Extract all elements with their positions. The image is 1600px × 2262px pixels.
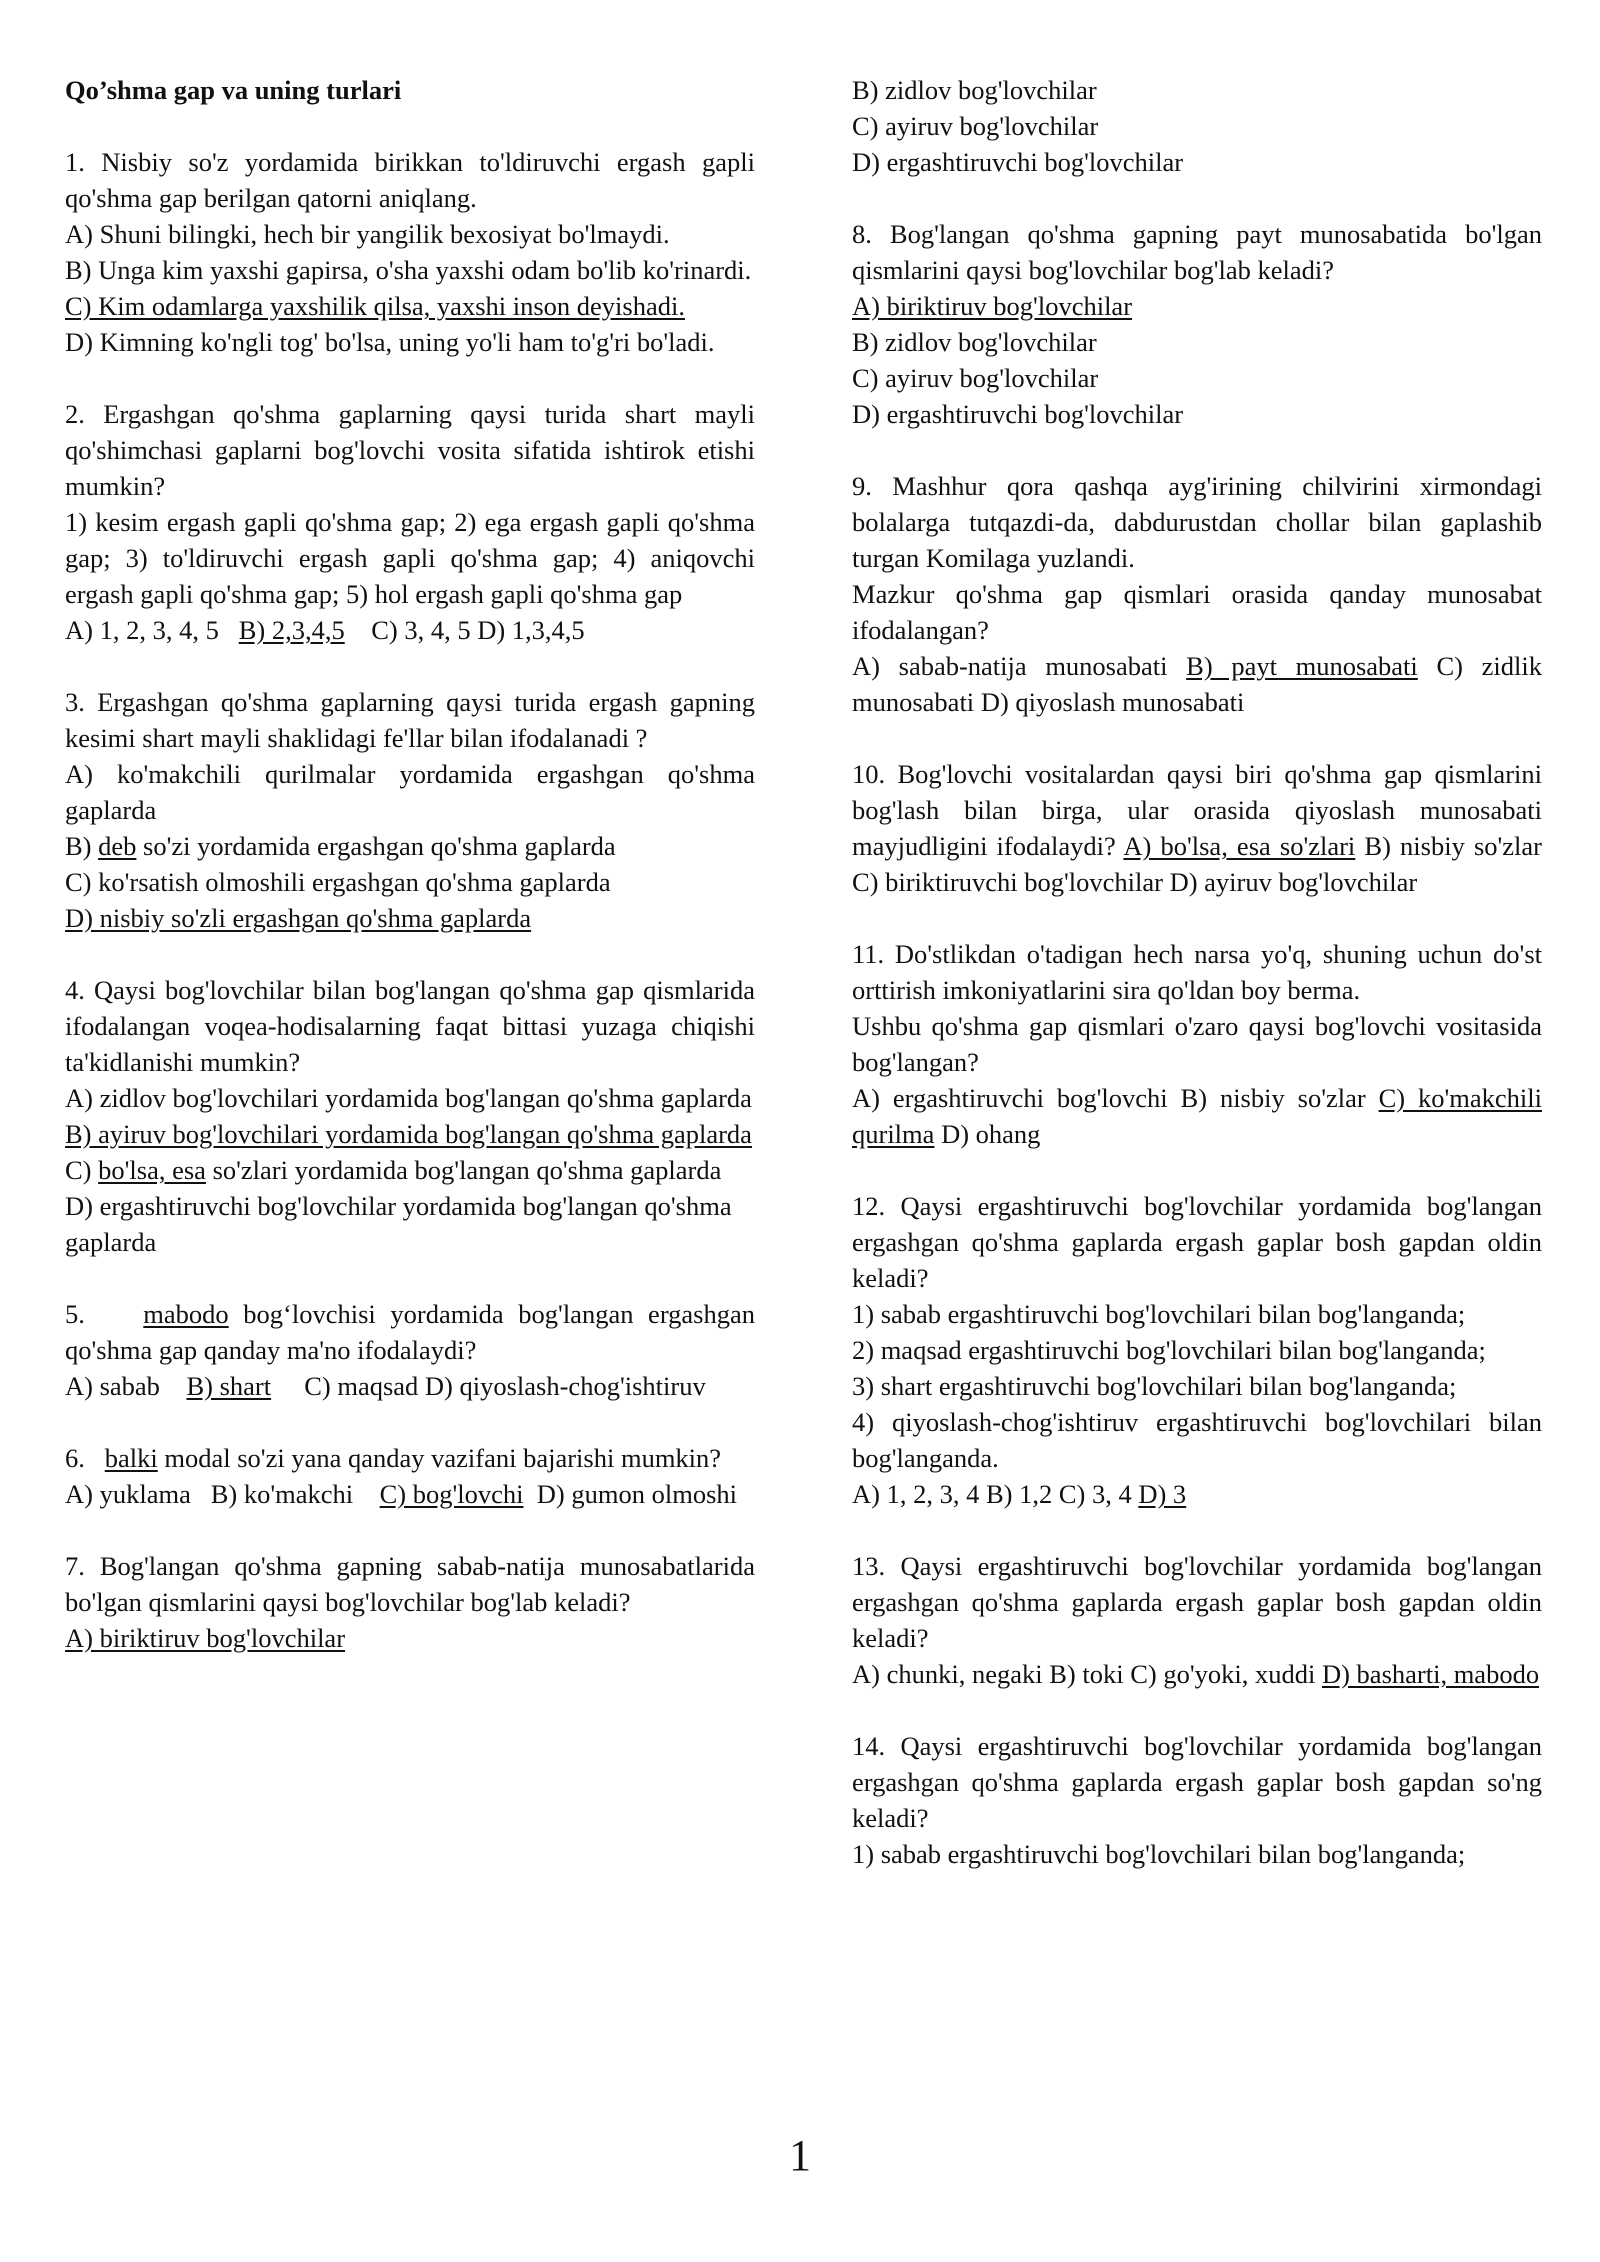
keyword: deb — [98, 831, 137, 861]
option-a: A) zidlov bog'lovchilari yordamida bog'langan qo'shma gaplarda — [65, 1083, 752, 1113]
question-14 — [852, 1728, 1542, 1872]
option-c: C) zidlik munosabati — [852, 651, 1542, 717]
list-item: 4) qiyoslash-chog'ishtiruv ergashtiruvchi bog'lovchilari bilan bog'langanda. — [852, 1407, 1542, 1473]
option-c: C) ayiruv bog'lovchilar — [852, 363, 1099, 393]
options-row — [65, 1476, 755, 1512]
option-a-answer: A) biriktiruv bog'lovchilar — [65, 1623, 346, 1653]
option-a: A) yuklama — [65, 1479, 191, 1509]
option-a: A) 1, 2, 3, 4 — [852, 1479, 986, 1509]
list-item: 2) maqsad ergashtiruvchi bog'lovchilari bilan bog'langanda; — [852, 1335, 1486, 1365]
question-3 — [65, 684, 755, 936]
options-row — [852, 1476, 1542, 1512]
option-c: C) 3, 4 — [1058, 1479, 1139, 1509]
option-d: D) qiyoslash munosabati — [980, 687, 1245, 717]
question-prompt: Ushbu qo'shma gap qismlari o'zaro qaysi bog'lovchi vositasida bog'langan? — [852, 1011, 1542, 1077]
option-d: D) 1,3,4,5 — [477, 615, 585, 645]
keyword: mabodo — [143, 1299, 229, 1329]
list-item: 1) sabab ergashtiruvchi bog'lovchilari bilan bog'langanda; — [852, 1299, 1466, 1329]
option-c: C) ko'rsatish olmoshili ergashgan qo'shma gaplarda — [65, 867, 611, 897]
list-item: 3) shart ergashtiruvchi bog'lovchilari bilan bog'langanda; — [852, 1371, 1457, 1401]
right-column — [852, 72, 1542, 1872]
option-b: B) toki — [1049, 1659, 1131, 1689]
question-11 — [852, 936, 1542, 1152]
question-9 — [852, 468, 1542, 720]
question-13 — [852, 1548, 1542, 1692]
option-a: A) 1, 2, 3, 4, 5 — [65, 615, 219, 645]
question-stem: 7. Bog'langan qo'shma gapning sabab-natija munosabatlarida bo'lgan qismlarini qaysi bog'lovchilar bog'lab keladi? — [65, 1551, 755, 1617]
option-b: B) 1,2 — [985, 1479, 1059, 1509]
options-row — [852, 1080, 1542, 1152]
question-stem: 10. Bog'lovchi vositalardan qaysi biri qo'shma gap qismlarini bog'lash bilan birga, ular orasida qiyoslash munosabati mayjudligini ifodalaydi? A) bo'lsa, esa so'zlari B) nisbiy so'zlar C) biriktiruvchi bog'lovchilar D) ayiruv bog'lovchilar — [852, 759, 1542, 897]
option-b-answer: B) ayiruv bog'lovchilari yordamida bog'langan qo'shma gaplarda — [65, 1119, 752, 1149]
question-5 — [65, 1296, 755, 1404]
question-stem: 4. Qaysi bog'lovchilar bilan bog'langan qo'shma gap qismlarida ifodalangan voqea-hodisalarning faqat bittasi yuzaga chiqishi ta'kidlanishi mumkin? — [65, 975, 755, 1077]
option-a-answer: A) bo'lsa, esa so'zlari — [1123, 831, 1356, 861]
options-row — [65, 612, 755, 648]
option-c: C) ayiruv bog'lovchilar — [852, 111, 1099, 141]
option-c: C) 3, 4, 5 — [371, 615, 471, 645]
option-a: A) chunki, negaki — [852, 1659, 1050, 1689]
question-2 — [65, 396, 755, 648]
question-10 — [852, 756, 1542, 900]
option-b: B) zidlov bog'lovchilar — [852, 327, 1097, 357]
option-a: A) ko'makchili qurilmalar yordamida ergashgan qo'shma gaplarda — [65, 759, 755, 825]
page-title: Qo’shma gap va uning turlari — [65, 75, 402, 105]
option-b: B) deb so'zi yordamida ergashgan qo'shma gaplarda — [65, 831, 616, 861]
option-b: B) nisbiy so'zlar — [1355, 831, 1542, 861]
option-b: B) zidlov bog'lovchilar — [852, 75, 1097, 105]
keyword: bo'lsa, esa — [98, 1155, 206, 1185]
option-d: D) qiyoslash-chog'ishtiruv — [424, 1371, 706, 1401]
option-d: D) ayiruv bog'lovchilar — [1169, 867, 1418, 897]
question-stem: 13. Qaysi ergashtiruvchi bog'lovchilar yordamida bog'langan ergashgan qo'shma gaplarda ergash gaplar bosh gapdan oldin keladi? — [852, 1551, 1542, 1653]
option-a: A) sabab — [65, 1371, 160, 1401]
option-c-answer: C) Kim odamlarga yaxshilik qilsa, yaxshi inson deyishadi. — [65, 291, 685, 321]
question-6 — [65, 1440, 755, 1512]
option-c-answer: C) bog'lovchi — [379, 1479, 524, 1509]
question-4 — [65, 972, 755, 1260]
option-c: C) maqsad — [304, 1371, 419, 1401]
option-d-answer: D) 3 — [1138, 1479, 1187, 1509]
page-number: 1 — [789, 2131, 811, 2180]
option-a-answer: A) biriktiruv bog'lovchilar — [852, 291, 1133, 321]
question-stem: 11. Do'stlikdan o'tadigan hech narsa yo'q, shuning uchun do'st orttirish imkoniyatlarini sira qo'ldan boy berma. — [852, 939, 1542, 1005]
options-row — [65, 1368, 755, 1404]
option-d: D) ergashtiruvchi bog'lovchilar — [852, 147, 1184, 177]
question-stem: 9. Mashhur qora qashqa ayg'irining chilvirini xirmondagi bolalarga tutqazdi-da, dabdurustdan chollar bilan gaplashib turgan Komilaga yuzlandi. — [852, 471, 1542, 573]
option-d-answer: D) basharti, mabodo — [1321, 1659, 1540, 1689]
option-c: C) biriktiruvchi bog'lovchilar — [852, 867, 1170, 897]
options-row — [852, 1656, 1542, 1692]
option-b-answer: B) 2,3,4,5 — [238, 615, 345, 645]
question-stem: 5. mabodo bog‘lovchisi yordamida bog'langan ergashgan qo'shma gap qanday ma'no ifodalaydi? — [65, 1299, 756, 1365]
option-b-answer: B) payt munosabati — [1186, 651, 1418, 681]
option-d: D) ohang — [934, 1119, 1041, 1149]
option-c-answer: C) ko'makchili qurilma — [852, 1083, 1542, 1149]
question-7 — [65, 1548, 755, 1656]
option-a: A) Shuni bilingki, hech bir yangilik bexosiyat bo'lmaydi. — [65, 219, 670, 249]
option-a: A) ergashtiruvchi bog'lovchi — [852, 1083, 1181, 1113]
option-a: A) sabab-natija munosabati — [852, 651, 1187, 681]
question-stem: 3. Ergashgan qo'shma gaplarning qaysi turida ergash gapning kesimi shart mayli shaklidagi fe'llar bilan ifodalanadi ? — [65, 687, 755, 753]
option-c: C) go'yoki, xuddi — [1130, 1659, 1322, 1689]
option-d: D) gumon olmoshi — [536, 1479, 737, 1509]
option-c: C) bo'lsa, esa so'zlari yordamida bog'langan qo'shma gaplarda — [65, 1155, 722, 1185]
question-stem: 2. Ergashgan qo'shma gaplarning qaysi turida shart mayli qo'shimchasi gaplarni bog'lovchi vosita sifatida ishtirok etishi mumkin? — [65, 399, 755, 501]
keyword: balki — [104, 1443, 158, 1473]
option-b-answer: B) shart — [186, 1371, 272, 1401]
question-1 — [65, 144, 755, 360]
option-d: D) ergashtiruvchi bog'lovchilar yordamida bog'langan qo'shma gaplarda — [65, 1191, 732, 1257]
question-7-continued — [852, 72, 1542, 180]
option-d: D) ergashtiruvchi bog'lovchilar — [852, 399, 1184, 429]
option-b: B) ko'makchi — [210, 1479, 354, 1509]
question-stem: 12. Qaysi ergashtiruvchi bog'lovchilar yordamida bog'langan ergashgan qo'shma gaplarda ergash gaplar bosh gapdan oldin keladi? — [852, 1191, 1542, 1293]
question-stem: 6. balki modal so'zi yana qanday vazifani bajarishi mumkin? — [65, 1443, 722, 1473]
option-d-answer: D) nisbiy so'zli ergashgan qo'shma gaplarda — [65, 903, 532, 933]
question-list: 1) kesim ergash gapli qo'shma gap; 2) ega ergash gapli qo'shma gap; 3) to'ldiruvchi ergash gapli qo'shma gap; 4) aniqovchi ergash gapli qo'shma gap; 5) hol ergash gapli qo'shma gap — [65, 507, 755, 609]
question-stem: 1. Nisbiy so'z yordamida birikkan to'ldiruvchi ergash gapli qo'shma gap berilgan qatorni aniqlang. — [65, 147, 755, 213]
option-b: B) nisbiy so'zlar — [1180, 1083, 1379, 1113]
question-8 — [852, 216, 1542, 432]
option-d: D) Kimning ko'ngli tog' bo'lsa, uning yo'li ham to'g'ri bo'ladi. — [65, 327, 715, 357]
question-12 — [852, 1188, 1542, 1512]
option-b: B) Unga kim yaxshi gapirsa, o'sha yaxshi odam bo'lib ko'rinardi. — [65, 255, 752, 285]
left-column — [65, 72, 755, 1656]
question-stem: 8. Bog'langan qo'shma gapning payt munosabatida bo'lgan qismlarini qaysi bog'lovchilar bog'lab keladi? — [852, 219, 1542, 285]
question-prompt: Mazkur qo'shma gap qismlari orasida qanday munosabat ifodalangan? — [852, 579, 1542, 645]
list-item: 1) sabab ergashtiruvchi bog'lovchilari bilan bog'langanda; — [852, 1839, 1466, 1869]
question-stem: 14. Qaysi ergashtiruvchi bog'lovchilar yordamida bog'langan ergashgan qo'shma gaplarda ergash gaplar bosh gapdan so'ng keladi? — [852, 1731, 1542, 1833]
options-row — [852, 648, 1542, 720]
